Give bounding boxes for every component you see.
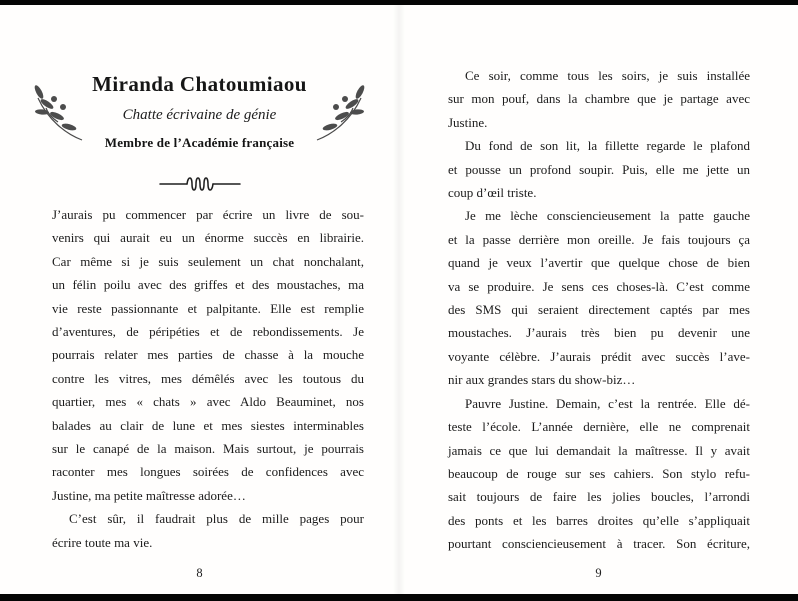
text-line: sur mon pouf, dans la chambre que je partage avec: [448, 91, 750, 107]
text-line: quand je veux l’avertir que quelque chose de bien: [448, 255, 750, 271]
text-line: Pauvre Justine. Demain, c’est la rentrée. Elle dé-: [465, 395, 750, 411]
text-line: J’aurais pu commencer par écrire un livre de sou-: [52, 207, 364, 222]
book-subtitle: Chatte écrivaine de génie: [122, 107, 277, 123]
paragraph: [448, 204, 750, 391]
paragraph: [52, 507, 364, 554]
right-page: [399, 0, 798, 601]
text-line: pourrais relater mes parties de chasse à la mouche: [52, 347, 364, 363]
text-line: Du fond de son lit, la fillette regarde le plafond: [465, 138, 750, 154]
paragraph: [448, 64, 750, 134]
text-line: sur le canapé de la maison. Mais surtout, je pourrais: [52, 441, 364, 457]
olive-branch-left-icon: [28, 76, 86, 148]
paragraph: [448, 392, 750, 556]
text-line: des SMS qui seraient directement captés par mes: [448, 302, 750, 318]
right-page-text: [448, 64, 750, 556]
text-line: Car même si je suis seulement un chat nonchalant,: [52, 253, 364, 269]
text-line: voyante célèbre. J’aurais prédit avec succès l’ave-: [448, 348, 750, 364]
text-line: sait toujours de faire les jolies boucles, l’arrondi: [448, 489, 750, 505]
left-page-text: [52, 203, 364, 554]
paragraph: [52, 203, 364, 507]
text-line: teste l’école. L’année dernière, elle ne comprenait: [448, 419, 750, 435]
text-line: Justine.: [448, 114, 488, 130]
text-line: Ce soir, comme tous les soirs, je suis installée: [465, 68, 750, 83]
text-line: coup d’œil triste.: [448, 185, 537, 201]
right-page-number: 9: [595, 566, 602, 580]
page-gutter: [393, 5, 405, 594]
text-line: balades au clair de lune et mes siestes interminables: [52, 417, 364, 433]
text-line: des ponts et les barres droites qu’elle s’appliquait: [448, 512, 750, 528]
olive-branch-right-icon: [313, 76, 371, 148]
text-line: quartier, mes « chats » avec Aldo Beauminet, nos: [52, 394, 364, 410]
text-line: un félin poilu avec des griffes et des moustaches, ma: [52, 277, 364, 293]
text-line: Je me lèche consciencieusement la patte gauche: [465, 208, 750, 224]
left-page-number: 8: [196, 566, 203, 580]
text-line: contre les vitres, mes démêlés avec les toutous du: [52, 370, 364, 386]
paragraph: [448, 134, 750, 204]
text-line: va se produire. Je sens ces choses-là. C’est comme: [448, 278, 750, 294]
text-line: C’est sûr, il faudrait plus de mille pages pour: [69, 511, 364, 527]
text-line: et la passe derrière mon oreille. Je fais toujours ça: [448, 231, 750, 247]
text-line: venirs qui aurait eu un énorme succès en librairie.: [52, 230, 364, 246]
text-line: vie reste passionnante et palpitante. Elle est remplie: [52, 300, 364, 316]
text-line: jamais ce que lui demandait la maîtresse. Il y avait: [448, 442, 750, 458]
text-line: raconter mes longues soirées de confidences avec: [52, 464, 364, 480]
header-text-block: [90, 72, 309, 151]
text-line: d’aventures, de péripéties et de rebondissements. Je: [52, 324, 364, 340]
text-line: pourtant consciencieusement à tracer. Son écriture,: [448, 536, 750, 552]
text-line: beaucoup de rouge sur ses cahiers. Son stylo refu-: [448, 465, 750, 481]
text-line: écrire toute ma vie.: [52, 534, 153, 550]
book-title: Miranda Chatoumiaou: [92, 72, 307, 96]
text-line: Justine, ma petite maîtresse adorée…: [52, 487, 246, 503]
rope-divider-icon: [0, 174, 399, 194]
text-line: moustaches. J’aurais très bien pu devenir une: [448, 325, 750, 341]
text-line: et pousse un profond soupir. Puis, elle me jette un: [448, 161, 750, 177]
text-line: nir aux grandes stars du show-biz…: [448, 372, 636, 388]
book-bottom-edge: [0, 594, 798, 601]
author-affiliation: Membre de l’Académie française: [104, 135, 295, 150]
chapter-header: [0, 72, 399, 151]
